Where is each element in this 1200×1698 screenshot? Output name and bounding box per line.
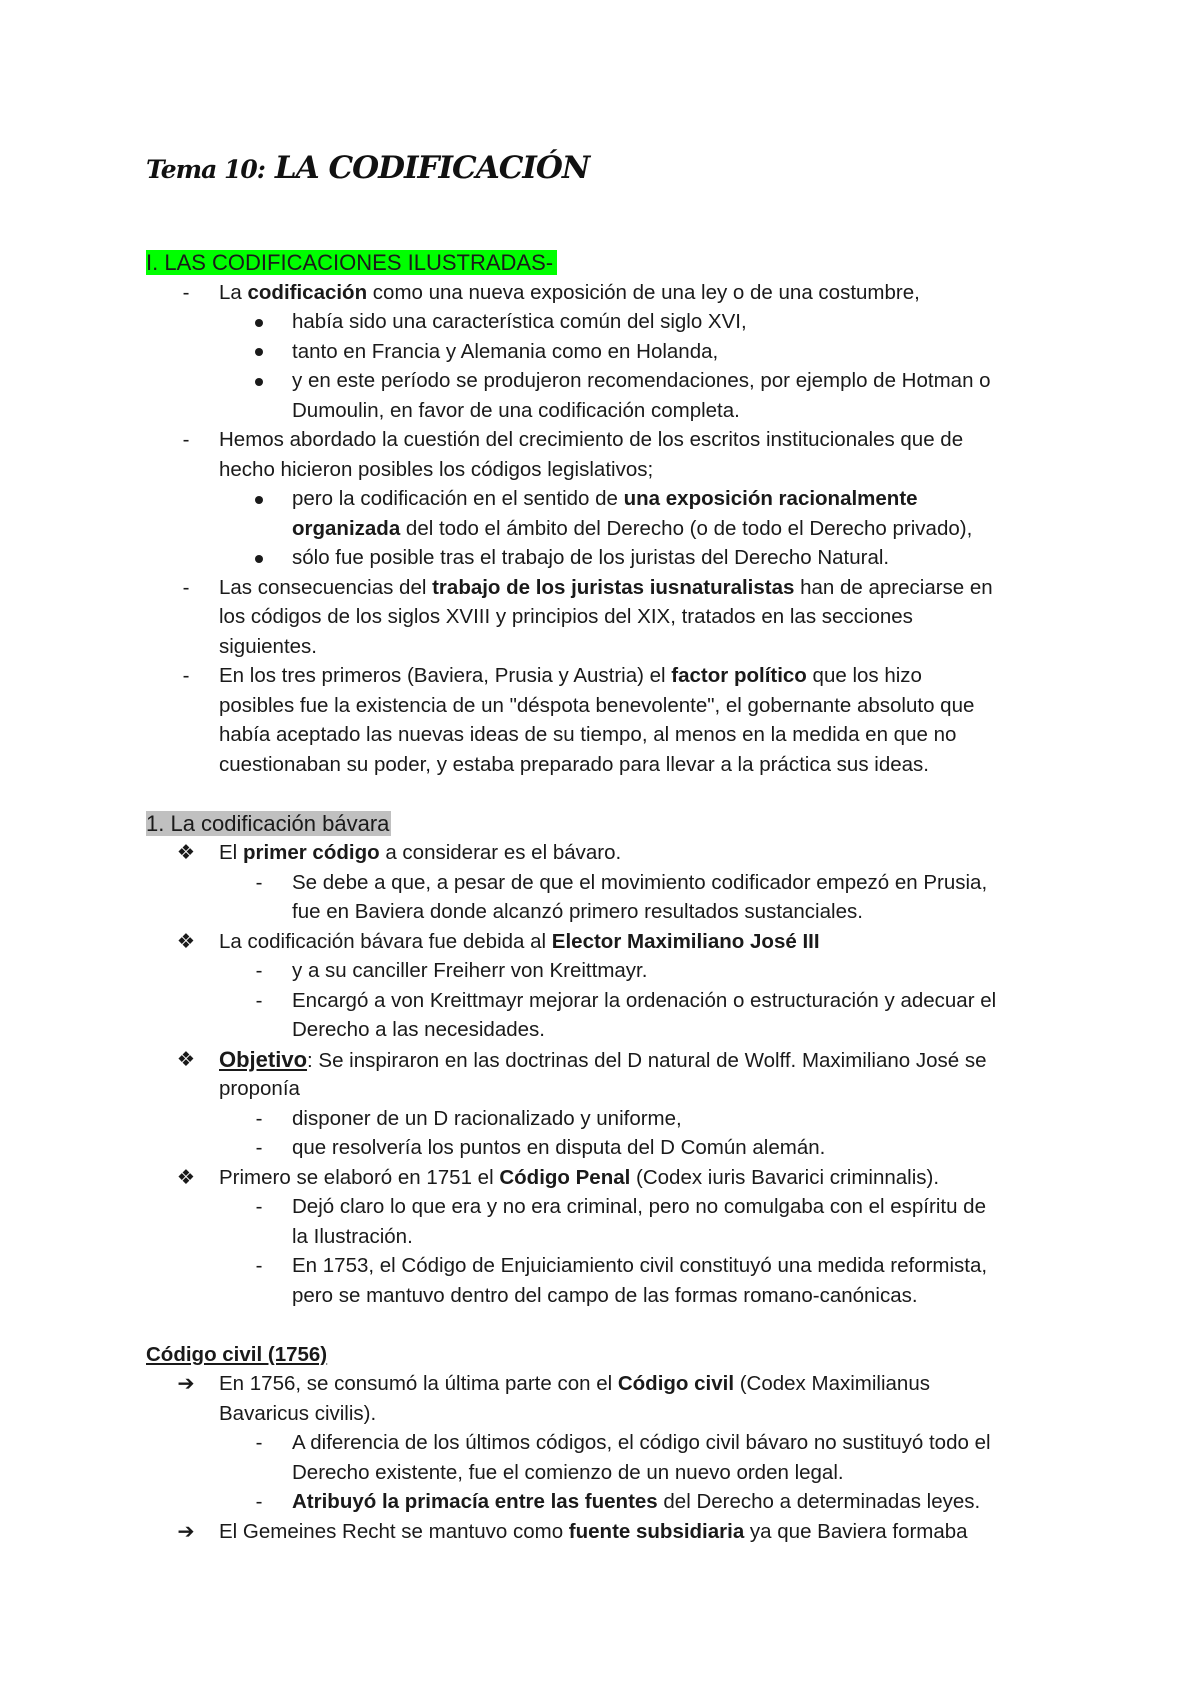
list-item: sólo fue posible tras el trabajo de los juristas del Derecho Natural. (146, 543, 1076, 573)
arrow-bullet-icon: ➔ (177, 1372, 195, 1395)
list-item: ❖ Objetivo: Se inspiraron en las doctrinas del D natural de Wolff. Maximiliano José se (146, 1045, 1076, 1075)
list-item-continuation: hecho hicieron posibles los códigos legislativos; (219, 457, 654, 481)
bullet-dot-icon (247, 366, 271, 396)
list-item: - Hemos abordado la cuestión del crecimiento de los escritos institucionales que de (146, 425, 1076, 455)
list-item-continuation: la Ilustración. (292, 1224, 413, 1248)
list-item-continuation: pero se mantuvo dentro del campo de las formas romano-canónicas. (292, 1283, 918, 1307)
list-item-continuation: Bavaricus civilis). (219, 1401, 377, 1425)
bullet-dot-icon (247, 543, 271, 573)
section-heading: I. LAS CODIFICACIONES ILUSTRADAS- (146, 248, 1076, 278)
list-item-continuation: Dumoulin, en favor de una codificación completa. (292, 398, 740, 422)
list-item: - Encargó a von Kreittmayr mejorar la ordenación o estructuración y adecuar el (146, 986, 1076, 1016)
diamond-bullet-icon: ❖ (176, 1047, 196, 1071)
list-item: ❖ Primero se elaboró en 1751 el Código Penal (Codex iuris Bavarici criminnalis). (146, 1163, 1076, 1193)
list-item-continuation: fue en Baviera donde alcanzó primero resultados sustanciales. (292, 900, 863, 923)
bullet-dot-icon (247, 307, 271, 337)
spacer (146, 779, 1076, 809)
dash-marker: - (255, 1195, 263, 1218)
list-item: - En los tres primeros (Baviera, Prusia y Austria) el factor político que los hizo (146, 661, 1076, 691)
dash-marker: - (255, 988, 263, 1012)
list-item: - y a su canciller Freiherr von Kreittmayr. (146, 956, 1076, 986)
dash-marker: - (182, 664, 190, 687)
list-item: ❖ La codificación bávara fue debida al Elector Maximiliano José III (146, 927, 1076, 957)
list-item-continuation: proponía (219, 1077, 300, 1100)
list-item-continuation: Derecho existente, fue el comienzo de un nuevo orden legal. (292, 1460, 844, 1484)
list-item: - En 1753, el Código de Enjuiciamiento civil constituyó una medida reformista, (146, 1251, 1076, 1281)
page-title (146, 150, 589, 186)
list-item-continuation: cuestionaban su poder, y estaba preparado para llevar a la práctica sus ideas. (219, 752, 929, 776)
document-body (146, 248, 1076, 1546)
list-item: pero la codificación en el sentido de una exposición racionalmente (146, 484, 1076, 514)
list-item-continuation: los códigos de los siglos XVIII y principios del XIX, tratados en las secciones (219, 605, 913, 628)
dash-marker: - (255, 870, 263, 894)
dash-marker: - (255, 1106, 263, 1130)
diamond-bullet-icon: ❖ (176, 929, 196, 953)
list-item: - Atribuyó la primacía entre las fuentes del Derecho a determinadas leyes. (146, 1487, 1076, 1517)
spacer (146, 1310, 1076, 1340)
list-item: - La codificación como una nueva exposición de una ley o de una costumbre, (146, 278, 1076, 308)
title-main: LA CODIFICACIÓN (274, 150, 590, 186)
dash-marker: - (255, 1490, 263, 1513)
subsection-heading: Código civil (1756) (146, 1342, 328, 1366)
list-item: tanto en Francia y Alemania como en Holanda, (146, 337, 1076, 367)
list-item-continuation: había aceptado las nuevas ideas de su tiempo, al menos en la medida en que no (219, 723, 957, 746)
list-item: - A diferencia de los últimos códigos, el código civil bávaro no sustituyó todo el (146, 1428, 1076, 1458)
list-item: ➔ El Gemeines Recht se mantuvo como fuente subsidiaria ya que Baviera formaba (146, 1517, 1076, 1547)
list-item: - Las consecuencias del trabajo de los juristas iusnaturalistas han de apreciarse en (146, 573, 1076, 603)
arrow-bullet-icon: ➔ (177, 1519, 195, 1543)
dash-marker: - (255, 959, 263, 982)
list-item: ➔ En 1756, se consumó la última parte con el Código civil (Codex Maximilianus (146, 1369, 1076, 1399)
list-item-continuation: posibles fue la existencia de un "déspota benevolente", el gobernante absoluto que (219, 693, 975, 717)
dash-marker: - (255, 1254, 263, 1277)
list-item-continuation: Derecho a las necesidades. (292, 1018, 545, 1041)
diamond-bullet-icon: ❖ (176, 1165, 196, 1189)
bullet-dot-icon (247, 484, 271, 514)
list-item: - disponer de un D racionalizado y uniforme, (146, 1104, 1076, 1134)
dash-marker: - (182, 280, 190, 304)
list-item: y en este período se produjeron recomendaciones, por ejemplo de Hotman o (146, 366, 1076, 396)
bullet-dot-icon (247, 337, 271, 367)
diamond-bullet-icon: ❖ (176, 841, 196, 864)
title-prefix: Tema 10: (146, 155, 266, 184)
list-item-continuation: siguientes. (219, 634, 318, 658)
list-item: - que resolvería los puntos en disputa del D Común alemán. (146, 1133, 1076, 1163)
dash-marker: - (182, 428, 190, 451)
list-item-continuation: organizada del todo el ámbito del Derecho (o de todo el Derecho privado), (292, 516, 973, 540)
list-item: - Se debe a que, a pesar de que el movimiento codificador empezó en Prusia, (146, 868, 1076, 898)
dash-marker: - (255, 1136, 263, 1159)
list-item: había sido una característica común del siglo XVI, (146, 307, 1076, 337)
subsection-heading: 1. La codificación bávara (146, 810, 390, 836)
dash-marker: - (255, 1431, 263, 1454)
list-item: ❖ El primer código a considerar es el bávaro. (146, 838, 1076, 868)
list-item: - Dejó claro lo que era y no era criminal, pero no comulgaba con el espíritu de (146, 1192, 1076, 1222)
dash-marker: - (182, 575, 190, 599)
